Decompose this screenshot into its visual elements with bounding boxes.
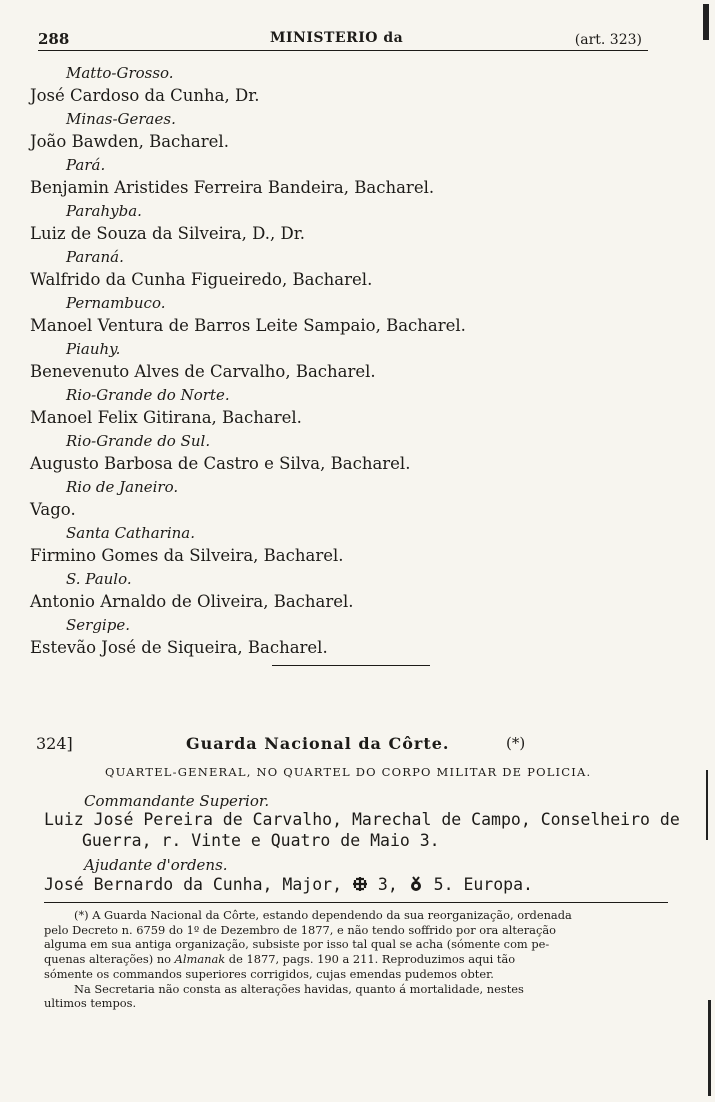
state-name: Rio-Grande do Norte. [66, 386, 230, 404]
scan-edge-mark [708, 1000, 711, 1096]
list-item [30, 248, 650, 294]
footnote-line [44, 952, 670, 967]
list-item [30, 616, 650, 662]
section-divider [272, 665, 430, 666]
person-name: Walfrido da Cunha Figueiredo, Bacharel. [30, 270, 373, 289]
order-cross-icon [352, 876, 368, 892]
footnote-marker: (*) [506, 734, 526, 752]
state-name: Rio-Grande do Sul. [66, 432, 211, 450]
list-item [30, 570, 650, 616]
list-item [30, 432, 650, 478]
state-name: Pernambuco. [66, 294, 166, 312]
state-name: Paraná. [66, 248, 124, 266]
medal-icon [408, 876, 424, 892]
person-name: Benjamin Aristides Ferreira Bandeira, Bacharel. [30, 178, 435, 197]
person-name: Benevenuto Alves de Carvalho, Bacharel. [30, 362, 376, 381]
role-title: Commandante Superior. [84, 792, 270, 810]
state-list [30, 64, 650, 662]
list-item [30, 340, 650, 386]
person-name: João Bawden, Bacharel. [30, 132, 229, 151]
role-title: Ajudante d'ordens. [84, 856, 228, 874]
state-name: Rio de Janeiro. [66, 478, 179, 496]
running-title: MINISTERIO da [270, 30, 404, 46]
footnote-line: sómente os commandos superiores corrigidos, cujas emendas pudemos obter. [44, 966, 494, 981]
header-rule [38, 50, 648, 51]
footnote [44, 908, 670, 1011]
state-name: Sergipe. [66, 616, 130, 634]
aide-entry [44, 875, 533, 894]
aide-name: José Bernardo da Cunha, Major, [44, 875, 343, 894]
list-item [30, 156, 650, 202]
person-name: Manoel Ventura de Barros Leite Sampaio, Bacharel. [30, 316, 466, 335]
section-subtitle: QUARTEL-GENERAL, NO QUARTEL DO CORPO MILITAR DE POLICIA. [105, 765, 592, 779]
list-item [30, 64, 650, 110]
person-name: José Cardoso da Cunha, Dr. [30, 86, 260, 105]
state-name: Matto-Grosso. [66, 64, 174, 82]
list-item [30, 478, 650, 524]
list-item [30, 524, 650, 570]
list-item [30, 294, 650, 340]
footnote-line: ultimos tempos. [44, 996, 137, 1011]
page-header [38, 28, 648, 52]
address: 5. Europa. [433, 875, 533, 894]
list-item [30, 386, 650, 432]
footnote-line: alguma em sua antiga organização, subsiste por isso tal qual se acha (sómente com pe- [44, 937, 550, 952]
scan-edge-mark [706, 770, 708, 840]
footnote-text: quenas alterações) no [44, 952, 172, 967]
state-name: Parahyba. [66, 202, 142, 220]
section-number: 324] [36, 734, 73, 753]
state-name: S. Paulo. [66, 570, 132, 588]
section-heading [36, 734, 656, 758]
person-name: Estevão José de Siqueira, Bacharel. [30, 638, 328, 657]
footnote-line: Na Secretaria não consta as alterações havidas, quanto á mortalidade, nestes [74, 981, 524, 996]
order-number: 3, [377, 875, 398, 894]
state-name: Pará. [66, 156, 106, 174]
footnote-rule [44, 902, 668, 903]
scan-edge-mark [703, 4, 709, 40]
person-name: Firmino Gomes da Silveira, Bacharel. [30, 546, 344, 565]
person-name: Vago. [30, 500, 76, 519]
section-title: Guarda Nacional da Côrte. [186, 734, 450, 753]
list-item [30, 110, 650, 156]
list-item [30, 202, 650, 248]
page-number: 288 [38, 30, 70, 48]
state-name: Santa Catharina. [66, 524, 196, 542]
footnote-line: (*) A Guarda Nacional da Côrte, estando dependendo da sua reorganização, ordenada [74, 908, 572, 922]
footnote-line: pelo Decreto n. 6759 do 1º de Dezembro de 1877, e não tendo soffrido por ora alteração [44, 922, 556, 937]
article-reference: (art. 323) [574, 32, 642, 48]
commander-entry: Luiz José Pereira de Carvalho, Marechal de Campo, Conselheiro de [44, 810, 680, 829]
person-name: Augusto Barbosa de Castro e Silva, Bacharel. [30, 454, 411, 473]
person-name: Manoel Felix Gitirana, Bacharel. [30, 408, 302, 427]
state-name: Minas-Geraes. [66, 110, 176, 128]
publication-title: Almanak [174, 952, 226, 967]
person-name: Luiz de Souza da Silveira, D., Dr. [30, 224, 306, 243]
commander-entry-continued: Guerra, r. Vinte e Quatro de Maio 3. [82, 831, 440, 850]
footnote-text: de 1877, pags. 190 a 211. Reproduzimos aqui tão [228, 952, 516, 967]
state-name: Piauhy. [66, 340, 121, 358]
person-name: Antonio Arnaldo de Oliveira, Bacharel. [30, 592, 354, 611]
